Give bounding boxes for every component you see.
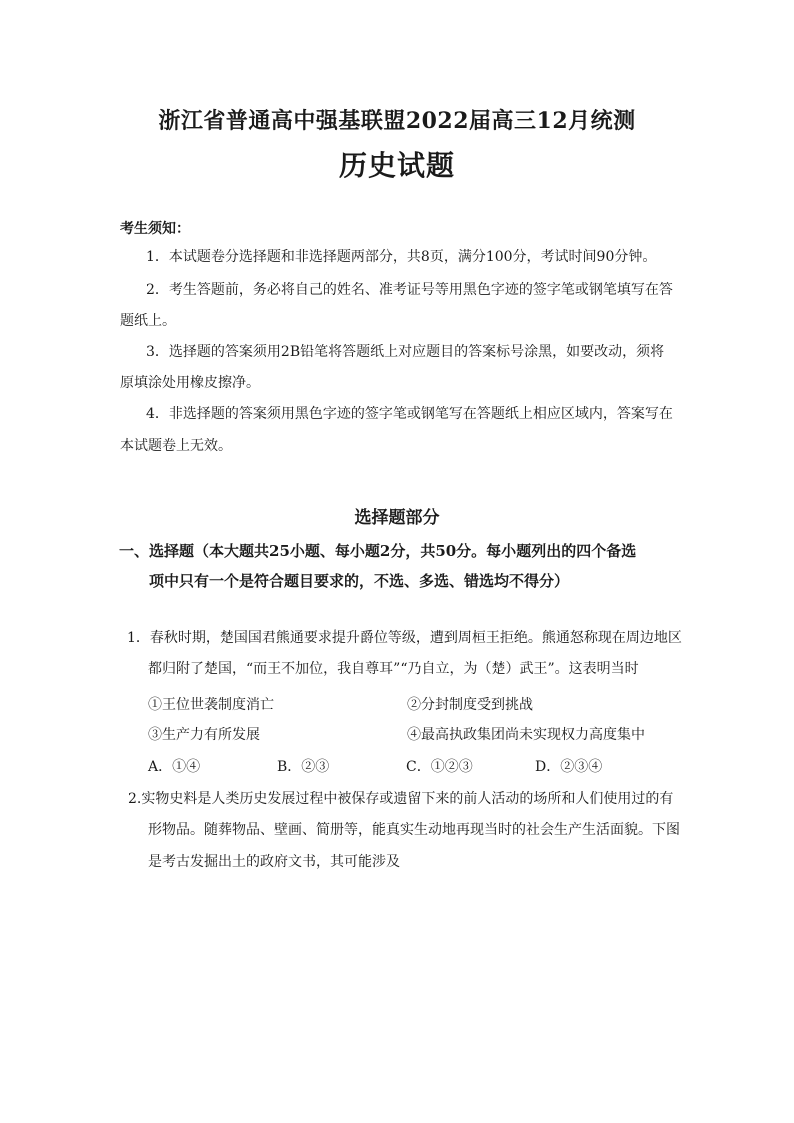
q2-stem-cont-1: 形物品。随葬物品、壁画、简册等，能真实生动地再现当时的社会生产生活面貌。下图 bbox=[148, 822, 680, 838]
q1-stem: 1．春秋时期，楚国国君熊通要求提升爵位等级，遭到周桓王拒绝。熊通怒称现在周边地区 bbox=[127, 630, 682, 646]
notice-item-3: 3．选择题的答案须用2B铅笔将答题纸上对应题目的答案标号涂黑，如要改动，须将 bbox=[146, 344, 665, 360]
part-heading-cont: 项中只有一个是符合题目要求的，不选、多选、错选均不得分） bbox=[149, 572, 570, 590]
part-heading: 一、选择题（本大题共25小题、每小题2分，共50分。每小题列出的四个备选 bbox=[119, 542, 637, 560]
q1-statement-3: ③生产力有所发展 bbox=[148, 727, 260, 743]
notice-heading: 考生须知： bbox=[120, 221, 190, 237]
subject-title: 历史试题 bbox=[338, 149, 455, 182]
q2-stem-cont-2: 是考古发掘出土的政府文书，其可能涉及 bbox=[148, 854, 400, 870]
notice-item-3-cont: 原填涂处用橡皮擦净。 bbox=[120, 375, 260, 391]
notice-item-4: 4．非选择题的答案须用黑色字迹的签字笔或钢笔写在答题纸上相应区域内，答案写在 bbox=[146, 406, 673, 422]
q1-statement-1: ①王位世袭制度消亡 bbox=[148, 697, 274, 713]
notice-item-1: 1．本试题卷分选择题和非选择题两部分，共8页，满分100分，考试时间90分钟。 bbox=[146, 249, 657, 265]
q1-option-b: B．②③ bbox=[277, 759, 330, 775]
q1-option-a: A．①④ bbox=[148, 759, 201, 775]
q1-statement-4: ④最高执政集团尚未实现权力高度集中 bbox=[407, 727, 645, 743]
notice-item-2: 2．考生答题前，务必将自己的姓名、准考证号等用黑色字迹的签字笔或钢笔填写在答 bbox=[146, 282, 673, 298]
notice-item-2-cont: 题纸上。 bbox=[120, 313, 176, 329]
notice-item-4-cont: 本试题卷上无效。 bbox=[120, 438, 232, 454]
q1-option-c: C．①②③ bbox=[406, 759, 473, 775]
exam-title: 浙江省普通高中强基联盟2022届高三12月统测 bbox=[158, 108, 636, 134]
q1-stem-cont: 都归附了楚国，“而王不加位，我自尊耳”“乃自立，为（楚）武王”。这表明当时 bbox=[148, 661, 639, 677]
q1-statement-2: ②分封制度受到挑战 bbox=[407, 697, 533, 713]
q2-stem: 2.实物史料是人类历史发展过程中被保存或遗留下来的前人活动的场所和人们使用过的有 bbox=[128, 791, 674, 807]
section-title: 选择题部分 bbox=[354, 508, 440, 528]
q1-option-d: D．②③④ bbox=[535, 759, 603, 775]
